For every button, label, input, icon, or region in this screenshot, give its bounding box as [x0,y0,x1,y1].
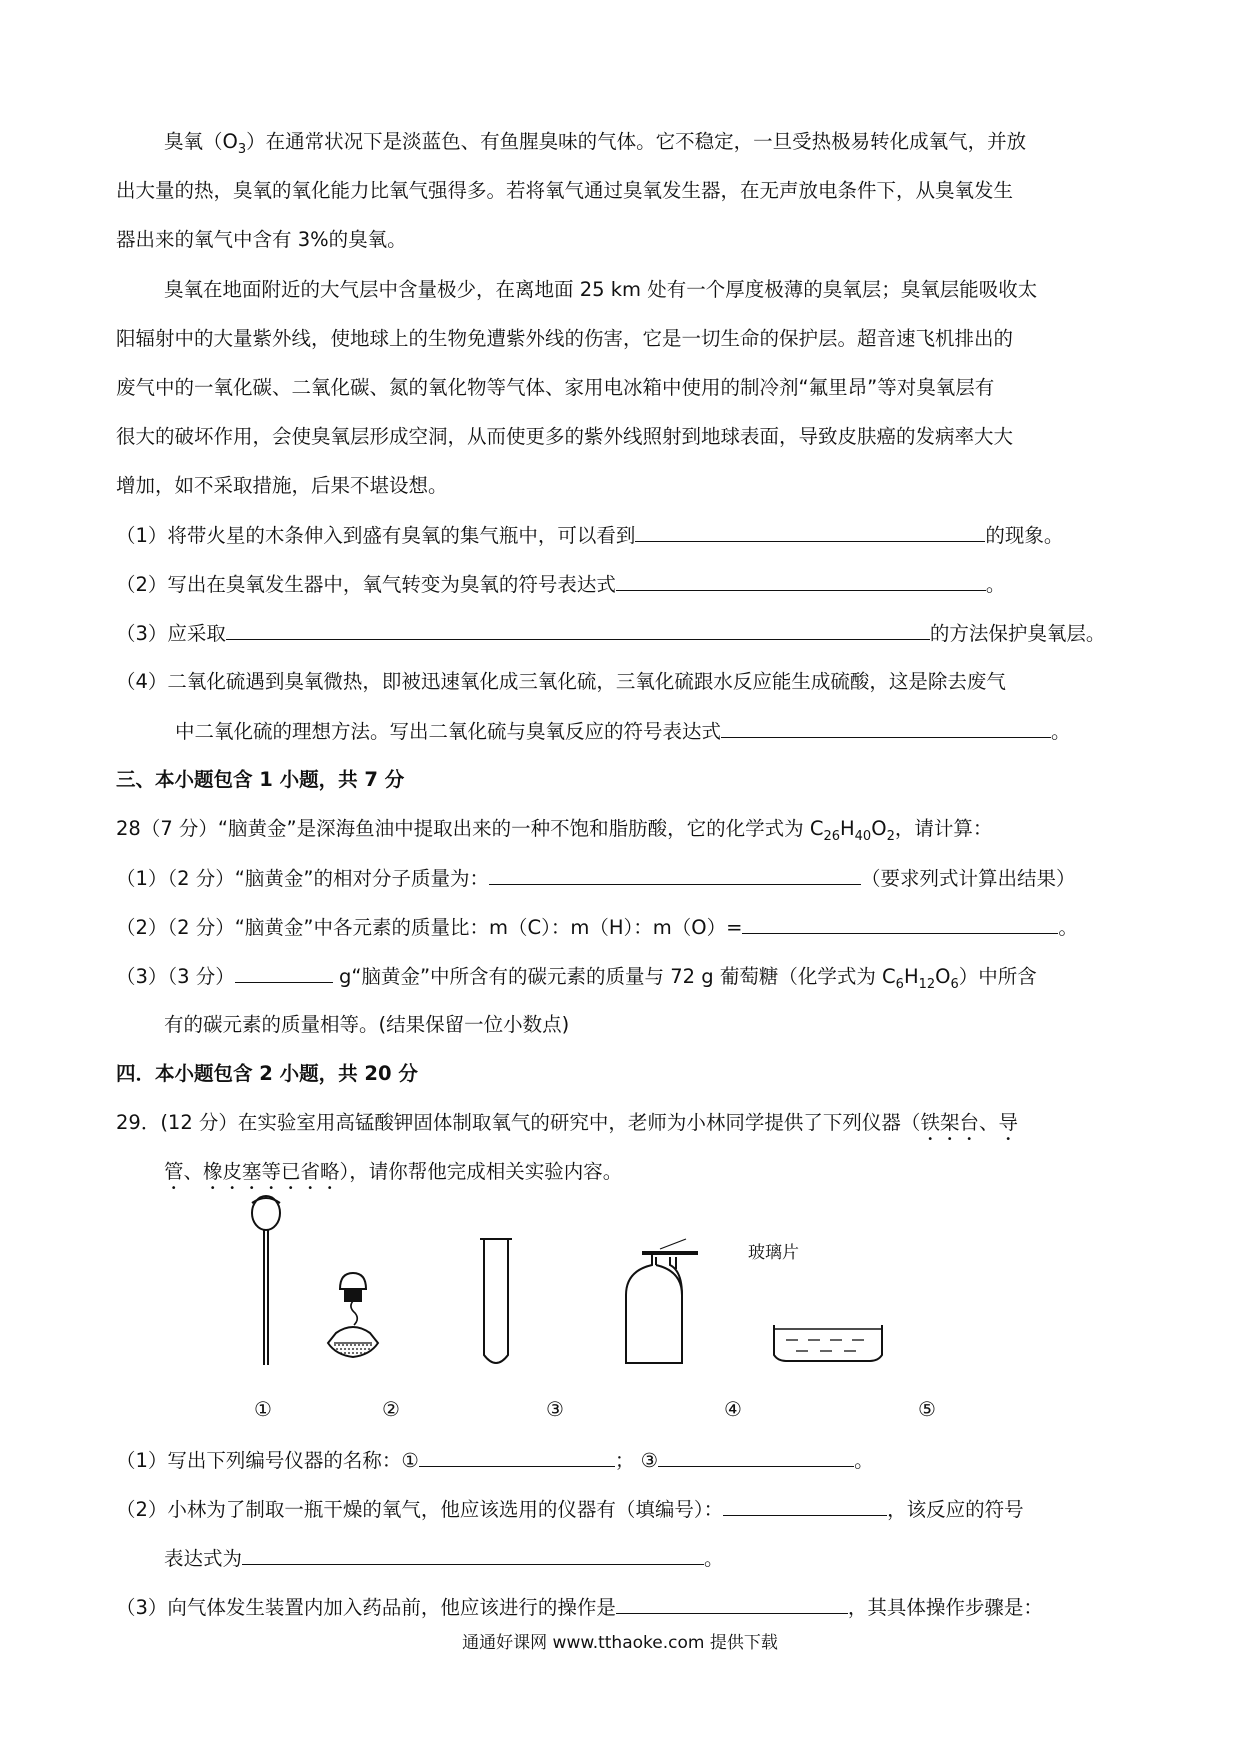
q27-sub4-line2: 中二氧化硫的理想方法。写出二氧化硫与臭氧反应的符号表达式 。 [175,717,1071,746]
passage-p1-line2: 出大量的热，臭氧的氧化能力比氧气强得多。若将氧气通过臭氧发生器，在无声放电条件下，从臭氧发生 [116,179,1014,202]
apparatus-label-3: ③ [546,1397,564,1421]
apparatus-label-4: ④ [724,1397,742,1421]
long-neck-funnel-icon [252,1196,280,1365]
passage-p2-line1: 臭氧在地面附近的大气层中含量极少，在离地面 25 km 处有一个厚度极薄的臭氧层；臭氧层能吸收太 [164,278,1038,301]
q29-sub2-answer-blank-1[interactable] [723,1495,887,1516]
page-footer: 通通好课网 www.tthaoke.com 提供下载 [462,1633,778,1653]
q28-sub2: （2）（2 分）“脑黄金”中各元素的质量比：m（C）：m（H）：m（O）= 。 [116,913,1078,942]
q27-sub1-answer-blank[interactable] [635,521,985,542]
q27-sub1: （1）将带火星的木条伸入到盛有臭氧的集气瓶中，可以看到 的现象。 [116,521,1063,550]
passage-p1-line3: 器出来的氧气中含有 3%的臭氧。 [116,228,407,251]
q28-sub1: （1）（2 分）“脑黄金”的相对分子质量为： （要求列式计算出结果） [116,864,1075,893]
q29-intro-line1: 29．(12 分）在实验室用高锰酸钾固体制取氧气的研究中，老师为小林同学提供了下列仪器（铁架台、导 [116,1111,1018,1134]
q29-sub3: （3）向气体发生装置内加入药品前，他应该进行的操作是 ，其具体操作步骤是： [116,1593,1043,1622]
q27-sub2-answer-blank[interactable] [616,570,986,591]
apparatus-figure [230,1195,1010,1375]
q29-sub2-line1: （2）小林为了制取一瓶干燥的氧气，他应该选用的仪器有（填编号）： ，该反应的符号 [116,1495,1024,1524]
alcohol-lamp-icon [328,1273,378,1357]
q28-intro: 28（7 分）“脑黄金”是深海鱼油中提取出来的一种不饱和脂肪酸，它的化学式为 $C_{26}H_{40}O_2$，请计算： [116,817,993,844]
q28-sub2-answer-blank[interactable] [742,913,1058,934]
q29-sub1-answer-blank-1[interactable] [419,1446,615,1467]
gas-collecting-bottle-icon [626,1239,698,1363]
q28-sub3-answer-blank[interactable] [235,962,333,983]
q28-sub3-line2: 有的碳元素的质量相等。(结果保留一位小数点) [164,1013,570,1036]
passage-p1-line1: 臭氧$(O_3)$在通常状况下是淡蓝色、有鱼腥臭味的气体。它不稳定，一旦受热极易转化成氧气，并放 [164,130,1027,157]
q29-intro-line2: 管、橡皮塞等已省略），请你帮他完成相关实验内容。 [164,1160,623,1183]
q28-sub1-answer-blank[interactable] [489,864,861,885]
q29-sub3-answer-blank[interactable] [616,1593,848,1614]
q28-sub3-line1: （3）（3 分） g“脑黄金”中所含有的碳元素的质量与 72 g 葡萄糖（化学式为 $C_6H_{12}O_6$）中所含 [116,962,1037,991]
q27-sub3: （3）应采取 的方法保护臭氧层。 [116,619,1105,648]
passage-p2-line5: 增加，如不采取措施，后果不堪设想。 [116,474,448,497]
q27-sub2: （2）写出在臭氧发生器中，氧气转变为臭氧的符号表达式 。 [116,570,1005,599]
passage-p2-line2: 阳辐射中的大量紫外线，使地球上的生物免遭紫外线的伤害，它是一切生命的保护层。超音速飞机排出的 [116,327,1014,350]
q27-sub4-answer-blank[interactable] [721,717,1051,738]
test-tube-icon [480,1239,512,1363]
section4-heading: 四．本小题包含 2 小题，共 20 分 [116,1062,418,1085]
apparatus-label-2: ② [382,1397,400,1421]
q29-sub1-answer-blank-3[interactable] [658,1446,854,1467]
q29-sub2-answer-blank-2[interactable] [242,1544,704,1565]
water-trough-icon [774,1325,882,1361]
q29-sub2-line2: 表达式为 。 [164,1544,724,1573]
section3-heading: 三、本小题包含 1 小题，共 7 分 [116,768,405,791]
q29-sub1: （1）写出下列编号仪器的名称：① ； ③ 。 [116,1446,874,1475]
passage-p2-line4: 很大的破坏作用，会使臭氧层形成空洞，从而使更多的紫外线照射到地球表面，导致皮肤癌的发病率大大 [116,425,1014,448]
apparatus-label-5: ⑤ [918,1397,936,1421]
apparatus-label-1: ① [254,1397,272,1421]
q27-sub4-line1: （4）二氧化硫遇到臭氧微热，即被迅速氧化成三氧化硫，三氧化硫跟水反应能生成硫酸，这是除去废气 [116,670,1006,693]
passage-p2-line3: 废气中的一氧化碳、二氧化碳、氮的氧化物等气体、家用电冰箱中使用的制冷剂“氟里昂”等对臭氧层有 [116,376,995,399]
glass-plate-label: 玻璃片 [748,1243,799,1263]
q27-sub3-answer-blank[interactable] [226,619,930,640]
